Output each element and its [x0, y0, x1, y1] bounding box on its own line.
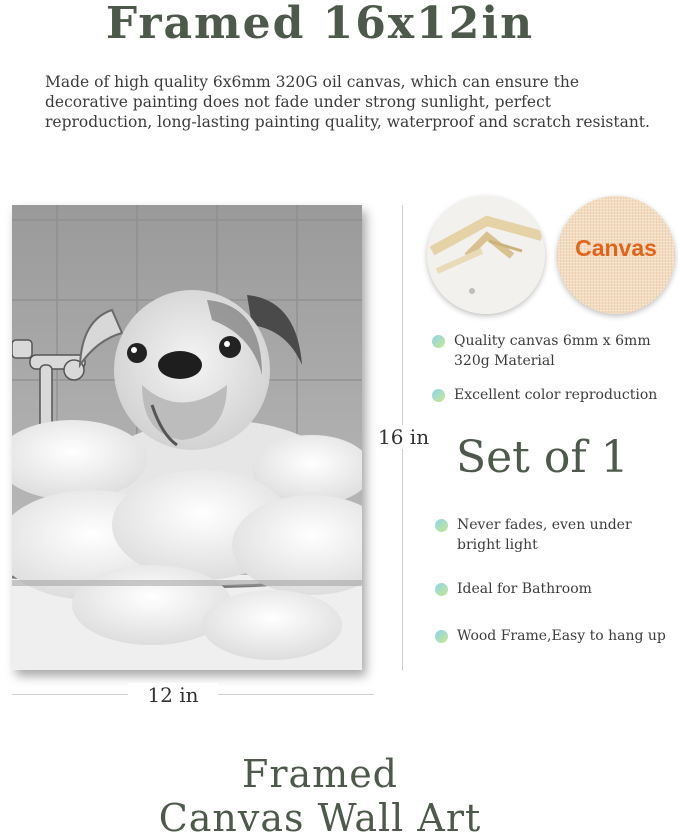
page-title: Framed 16x12in — [105, 0, 535, 49]
bullet-icon — [432, 389, 445, 402]
feature-text: Quality canvas 6mm x 6mm 320g Material — [454, 333, 651, 369]
feature-item — [435, 626, 675, 646]
footer-heading — [0, 752, 640, 840]
set-count-heading: Set of 1 — [456, 432, 629, 483]
feature-item — [435, 515, 675, 555]
bullet-icon — [435, 583, 448, 596]
feature-item — [432, 331, 672, 371]
feature-text: Never fades, even under bright light — [457, 517, 632, 553]
frame-corner-image — [427, 196, 545, 314]
product-description: Made of high quality 6x6mm 320G oil canvas, which can ensure the decorative painting does not fade under strong sunlight, perfect reproduction, long-lasting painting quality, waterproof and scratch resistant. — [45, 73, 650, 131]
bullet-icon — [435, 630, 448, 643]
dog-painting-image — [12, 205, 362, 670]
feature-text: Wood Frame,Easy to hang up — [457, 628, 666, 644]
footer-line-2: Canvas Wall Art — [158, 796, 482, 840]
bullet-icon — [435, 519, 448, 532]
footer-line-1: Framed — [241, 752, 399, 796]
height-label: 16 in — [376, 425, 452, 449]
width-label: 12 in — [128, 683, 218, 707]
bullet-icon — [432, 335, 445, 348]
feature-text: Ideal for Bathroom — [457, 581, 592, 597]
feature-text: Excellent color reproduction — [454, 387, 658, 403]
canvas-texture-image — [557, 196, 675, 314]
feature-item — [435, 579, 675, 599]
feature-item — [432, 385, 672, 405]
canvas-label: Canvas — [575, 235, 657, 261]
